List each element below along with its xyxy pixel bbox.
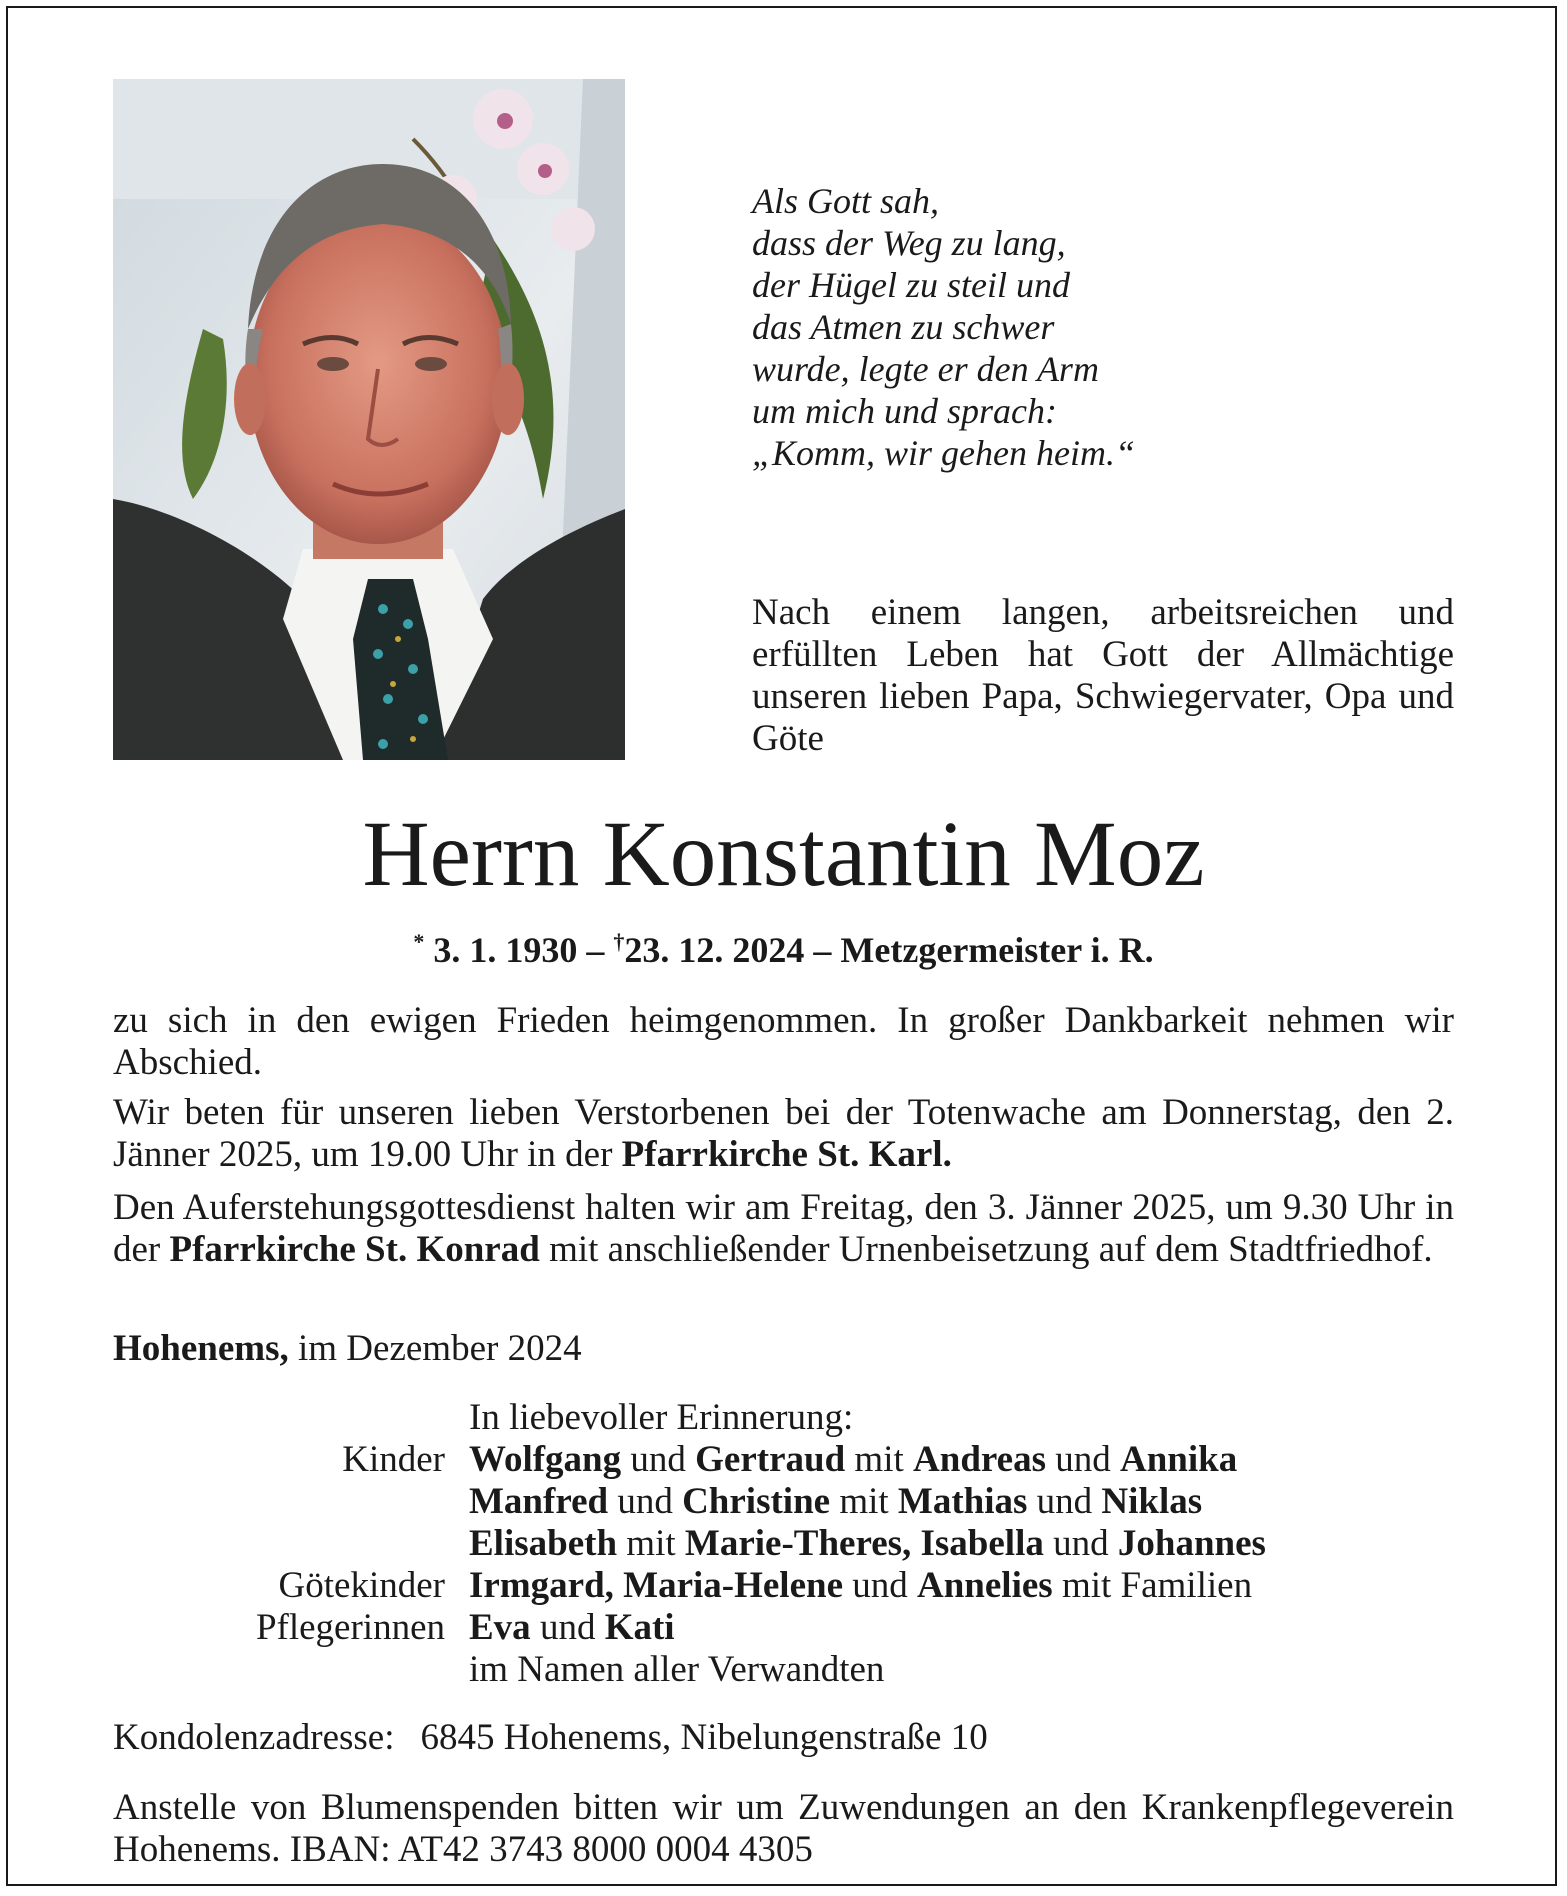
family-name: Wolfgang xyxy=(469,1439,622,1480)
donation-note xyxy=(113,1787,1454,1871)
birth-date: 3. 1. 1930 xyxy=(433,930,578,970)
paragraph-funeral xyxy=(113,1187,1454,1271)
pflegerinnen-row xyxy=(113,1607,1493,1649)
portrait-photo xyxy=(113,79,625,760)
kinder-label: Kinder xyxy=(342,1439,445,1480)
goetekinder-row xyxy=(113,1565,1493,1607)
poem-line: der Hügel zu steil und xyxy=(752,265,1070,305)
poem-line: um mich und sprach: xyxy=(752,391,1057,431)
family-connector: mit Familien xyxy=(1052,1565,1253,1606)
family-connector: mit xyxy=(617,1523,685,1564)
kinder-line xyxy=(469,1523,1266,1565)
family-connector: und xyxy=(1045,1439,1120,1480)
wake-text: Wir beten für unseren lieben Verstorbenen bei der Totenwache am Donnerstag, den 2. Jänner 2025, um 19.00 Uhr in der xyxy=(113,1092,1454,1175)
donation-text: Anstelle von Blumenspenden bitten wir um Zuwendungen an den Krankenpflegeverein Hohenems. xyxy=(113,1787,1454,1870)
death-symbol: † xyxy=(613,929,625,954)
family-header: In liebevoller Erinnerung: xyxy=(469,1397,854,1438)
family-name: Annika xyxy=(1119,1439,1238,1480)
poem-line: dass der Weg zu lang, xyxy=(752,223,1066,263)
place-date-text: im Dezember 2024 xyxy=(298,1328,582,1369)
family-connector: mit xyxy=(830,1481,898,1522)
family-footer: im Namen aller Verwandten xyxy=(469,1649,885,1690)
family-name: Eva xyxy=(469,1607,531,1648)
family-name: Annelies xyxy=(917,1565,1053,1606)
place-city: Hohenems, xyxy=(113,1328,289,1369)
poem xyxy=(752,180,1135,474)
family-name: Christine xyxy=(682,1481,831,1522)
family-header-row xyxy=(113,1397,1493,1439)
poem-line: das Atmen zu schwer xyxy=(752,307,1055,347)
paragraph-farewell: zu sich in den ewigen Frieden heimgenommen. In großer Dankbarkeit nehmen wir Abschied. xyxy=(113,1000,1454,1083)
family-name: Gertraud xyxy=(695,1439,846,1480)
birth-symbol: * xyxy=(413,929,425,954)
family-connector: und xyxy=(530,1607,605,1648)
kinder-line xyxy=(469,1481,1202,1523)
wake-church: Pfarrkirche St. Karl. xyxy=(621,1134,952,1175)
address-label: Kondolenzadresse: xyxy=(113,1717,395,1758)
deceased-name: Herrn Konstantin Moz xyxy=(362,803,1205,906)
family-connector: und xyxy=(608,1481,683,1522)
family-name: Kati xyxy=(604,1607,675,1648)
goetekinder-line xyxy=(469,1565,1252,1607)
dates-separator: – xyxy=(813,930,832,970)
family-name: Niklas xyxy=(1101,1481,1203,1522)
family-name: Marie-Theres, Isabella xyxy=(684,1523,1044,1564)
intro-text: Nach einem langen, arbeitsreichen und erfüllten Leben hat Gott der Allmächtige unseren lieben Papa, Schwiegervater, Opa und Göte xyxy=(752,592,1454,759)
death-date: 23. 12. 2024 xyxy=(624,930,805,970)
family-name: Irmgard, Maria-Helene xyxy=(469,1565,843,1606)
family-name: Johannes xyxy=(1117,1523,1266,1564)
family-connector: und xyxy=(1027,1481,1102,1522)
iban-value: AT42 3743 8000 0004 4305 xyxy=(397,1829,813,1870)
poem-line: Als Gott sah, xyxy=(752,181,940,221)
family-connector: und xyxy=(1043,1523,1118,1564)
paragraph-wake xyxy=(113,1092,1454,1176)
portrait-illustration xyxy=(113,79,625,760)
family-name: Andreas xyxy=(913,1439,1046,1480)
kinder-row xyxy=(113,1481,1493,1523)
family-list xyxy=(113,1397,1493,1691)
address-value: 6845 Hohenems, Nibelungenstraße 10 xyxy=(420,1717,988,1758)
kinder-row xyxy=(113,1439,1493,1481)
pflegerinnen-line xyxy=(469,1607,675,1649)
profession: Metzgermeister i. R. xyxy=(840,930,1154,970)
goetekinder-label: Götekinder xyxy=(278,1565,445,1606)
family-connector: mit xyxy=(845,1439,914,1480)
kinder-row xyxy=(113,1523,1493,1565)
dates-line xyxy=(0,920,1567,972)
condolence-address xyxy=(113,1717,988,1759)
funeral-church: Pfarrkirche St. Konrad xyxy=(169,1229,540,1270)
pflegerinnen-label: Pflegerinnen xyxy=(255,1607,445,1648)
kinder-line xyxy=(469,1439,1237,1481)
poem-line: „Komm, wir gehen heim.“ xyxy=(752,433,1136,473)
family-footer-row xyxy=(113,1649,1493,1691)
dates-separator: – xyxy=(586,930,605,970)
family-name: Manfred xyxy=(469,1481,609,1522)
funeral-text: Den Auferstehungsgottesdienst halten wir am Freitag, den 3. Jänner 2025, um 9.30 Uhr in der xyxy=(113,1187,1454,1270)
place-date xyxy=(113,1328,582,1370)
family-name: Elisabeth xyxy=(469,1523,618,1564)
poem-line: wurde, legte er den Arm xyxy=(752,349,1099,389)
family-connector: und xyxy=(843,1565,917,1606)
family-connector: und xyxy=(621,1439,696,1480)
family-name: Mathias xyxy=(897,1481,1028,1522)
iban-label: IBAN: xyxy=(289,1829,391,1870)
funeral-text-after: mit anschließender Urnenbeisetzung auf dem Stadtfriedhof. xyxy=(549,1229,1433,1270)
